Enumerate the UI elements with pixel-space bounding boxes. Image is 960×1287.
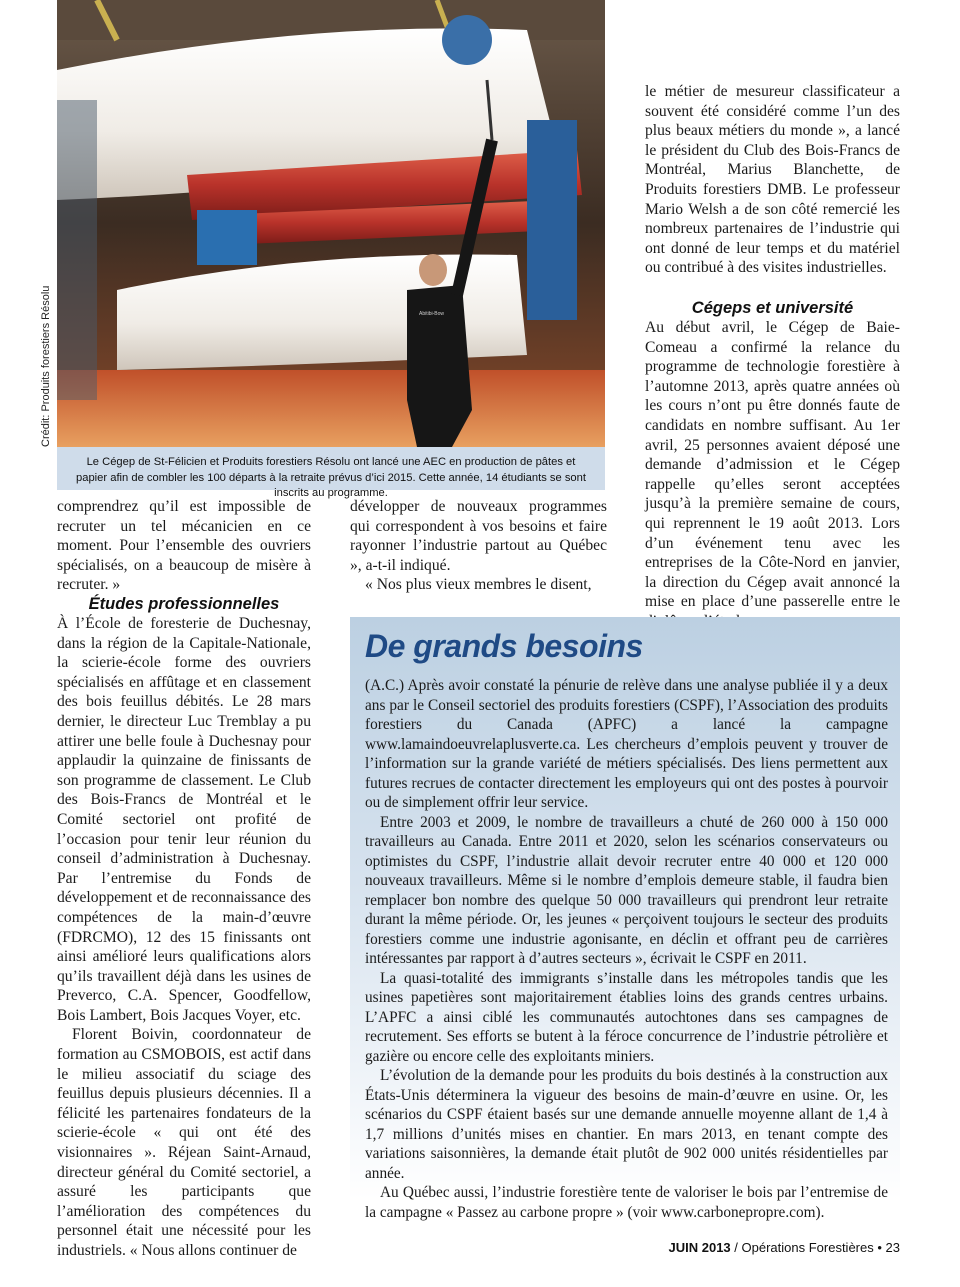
right-column-top <box>645 82 900 278</box>
sidebar-title: De grands besoins <box>365 628 643 664</box>
paper-machine-photo <box>57 0 605 447</box>
paragraph: comprendrez qu’il est impossible de recruter un tel mécanicien en ce moment. Pour l’ensemble des ouvriers spécialisés, on a beaucoup de misère à recruter. » <box>57 498 311 594</box>
paragraph: (A.C.) Après avoir constaté la pénurie de relève dans une analyse publiée il y a deux ans par le Conseil sectoriel des produits forestiers (CSPF), l’Association des produits forestiers du Canada (APFC) a lancé la campagne www.lamaindoeuvrelaplusverte.ca. Les chercheurs d’emplois peuvent y trouver de l’information sur la grande variété de métiers spécialisés. Des liens permettent aux futures recrues de contacter directement les employeurs qui ont des postes à pourvoir ou de simplement offrir leur service. <box>365 677 888 811</box>
paragraph: À l’École de foresterie de Duchesnay, dans la région de la Capitale-Nationale, la scierie-école forme des ouvriers spécialisés en affûtage et en classement des bois feuillus débités. Le 28 mars dernier, le directeur Luc Tremblay a pu attirer une belle foule à Duchesnay pour applaudir la quinzaine de finissants de son programme de classement. Le Club des Bois-Francs de Montréal et le Comité sectoriel ont profité de l’occasion pour tenir leur réunion du conseil d’administration à Duchesnay. Par l’entremise du Fonds de développement et de reconnaissance des compétences de la main-d’œuvre (FDRCMO), 12 des 15 finissants ont ainsi amélioré leurs qualifications alors qu’ils travaillent déjà dans les usines de Preverco, C.A. Spencer, Goodfellow, Bois Lambert, Bois Jacques Voyer, etc. <box>57 615 311 1024</box>
paragraph: Entre 2003 et 2009, le nombre de travailleurs a chuté de 260 000 à 150 000 travailleurs au Canada. Entre 2011 et 2020, selon les scénarios conservateurs ou optimistes du CSPF, l’industrie allait devoir recruter entre 40 000 et 120 000 nouveaux travailleurs. Même si le nombre d’emplois demeure stable, il faudra bien remplacer bon nombre des quelque 50 000 travailleurs qui prendront leur retraite durant la même période. Or, les jeunes « perçoivent toujours le secteur des produits forestiers comme une industrie agonisante, en déclin et offrant peu de carrières intéressantes par rapport à d’autres secteurs », écrivait le CSPF en 2011. <box>365 813 888 967</box>
paragraph: L’évolution de la demande pour les produits du bois destinés à la construction aux États-Unis déterminera la vigueur des besoins de main-d’œuvre en usine. Or, les scénarios du CSPF étaient basés sur une demande annuelle moyenne allant de 1,4 à 1,7 millions d’unités mises en chantier. En mars 2013, en tenant compte des variations saisonnières, la demande était plutôt de 902 000 unités résidentielles par année. <box>365 1067 888 1182</box>
section-heading-cegeps: Cégeps et université <box>691 299 854 317</box>
middle-column <box>350 497 607 595</box>
paragraph: Au Québec aussi, l’industrie forestière tente de valoriser le bois par l’entremise de la campagne « Passez au carbone propre » (voir www.carbonepropre.com). <box>365 1184 888 1221</box>
page-footer <box>669 1240 900 1255</box>
footer-bullet: • <box>873 1240 886 1255</box>
right-column <box>645 298 900 632</box>
blue-machine-right <box>527 120 577 320</box>
svg-text:Abitibi-Bow: Abitibi-Bow <box>419 311 445 317</box>
footer-separator: / <box>730 1240 742 1255</box>
page-number: 23 <box>885 1240 900 1255</box>
paragraph: Florent Boivin, coordonnateur de formation au CSMOBOIS, est actif dans le milieu associatif du sciage des feuillus depuis plusieurs décennies. Il a félicité les partenaires fondateurs de la scierie-école « qui ont été des visionnaires ». Réjean Saint-Arnaud, directeur général du Comité sectoriel, a assuré les participants que l’amélioration des compétences du personnel était une nécessité pour les industriels. « Nous allons continuer de <box>57 1026 311 1259</box>
left-column <box>57 594 311 1261</box>
worker-head <box>419 254 447 286</box>
footer-date: JUIN 2013 <box>668 1240 731 1255</box>
paragraph: Au début avril, le Cégep de Baie-Comeau a confirmé la relance du programme de technologie forestière à l’automne 2013, après quatre années où les cours n’ont pu être donnés faute de candidats en nombre suffisant. Au 1er avril, 25 personnes avaient déposé une demande d’admission et le Cégep rappelle qu’elles seront acceptées jusqu’à la première semaine de cours, qui reprennent le 19 août 2013. Lors d’un événement tenu avec les entreprises de la Côte-Nord en janvier, la direction du Cégep avait annoncé la mise en place d’une passerelle entre le <box>645 319 900 611</box>
paragraph: La quasi-totalité des immigrants s’installe dans les métropoles tandis que les usines papetières sont majoritairement établies loins des grands centres urbains. L’APFC a ainsi ciblé les communautés autochtones dans ses campagnes de recrutement. Ses efforts se butent à la féroce concurrence de l’industrie pétrolière et gazière ou encore celle des exploitants miniers. <box>365 969 888 1065</box>
worker-body <box>407 285 472 447</box>
paragraph: « Nos plus vieux membres le disent, <box>365 576 592 594</box>
blue-machine-left <box>197 210 257 265</box>
paragraph: le métier de mesureur classificateur a souvent été considéré comme l’un des plus beaux métiers du monde », a lancé le président du Club des Bois-Francs de Montréal, Marius Blanchette, de Produits forestiers DMB. Le professeur Mario Welsh a de son côté remercié les nombreux partenaires de l’industrie qui ont donné de leur temps et du matériel ou contribué à des visites industrielles. <box>645 83 900 277</box>
sidebar-text <box>365 676 888 1222</box>
photo-caption: Le Cégep de St-Félicien et Produits forestiers Résolu ont lancé une AEC en production de pâtes et papier afin de combler les 100 départs à la retraite prévus d’ici 2015. Cette année, 14 étudiants se sont inscrits au programme. <box>57 447 605 490</box>
section-heading-etudes: Études professionnelles <box>88 595 280 613</box>
left-column-top <box>57 497 311 595</box>
footer-publication: Opérations Forestières <box>741 1240 874 1255</box>
paragraph: développer de nouveaux programmes qui correspondent à vos besoins et faire rayonner l’industrie partout au Québec », a-t-il indiqué. <box>350 498 607 574</box>
